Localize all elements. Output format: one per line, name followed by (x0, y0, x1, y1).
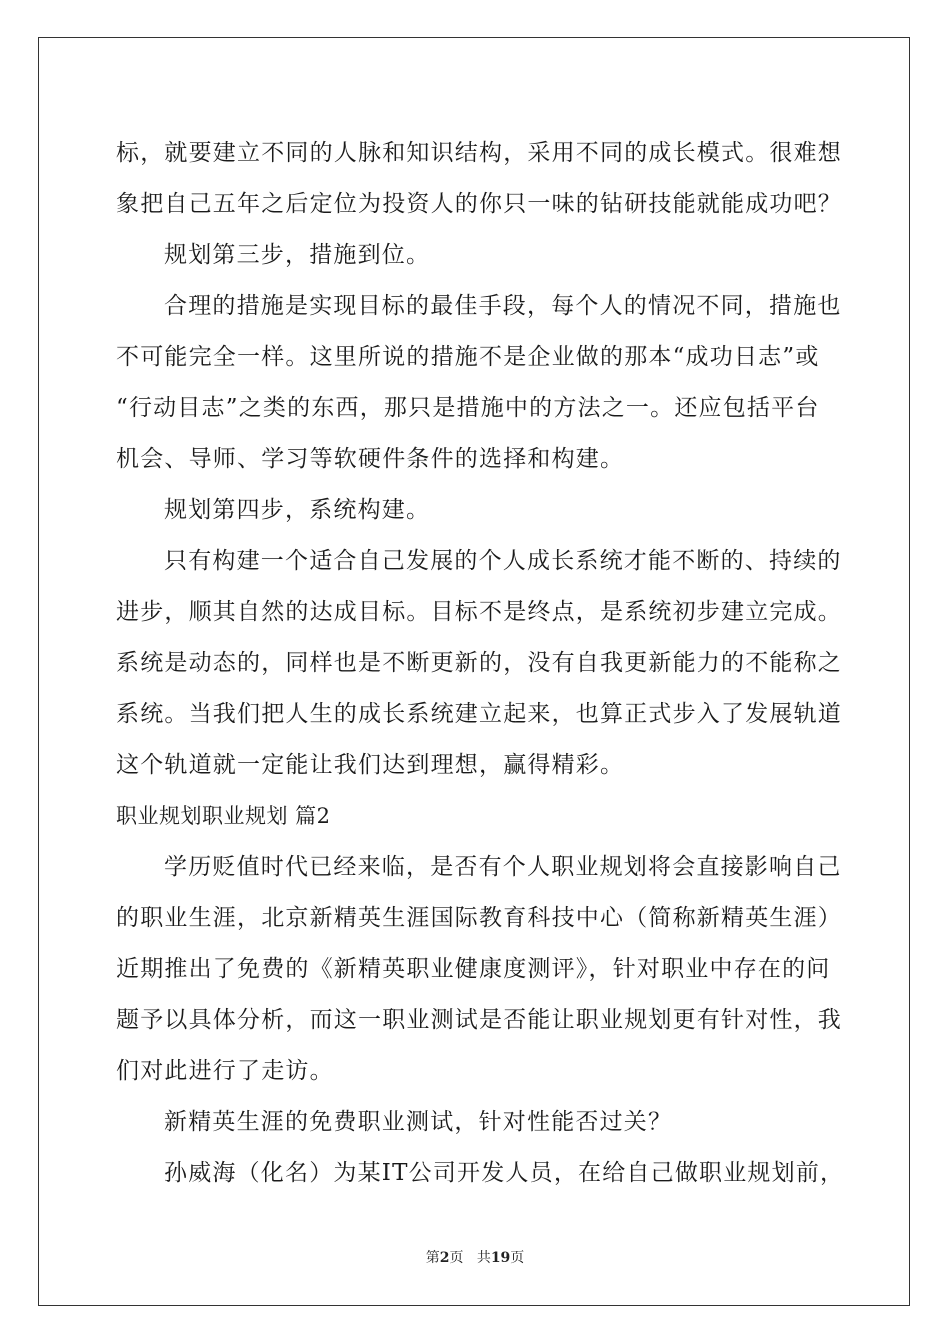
paragraph-line: 象把自己五年之后定位为投资人的你只一味的钻研技能就能成功吧？ (116, 191, 842, 217)
footer-page-suffix: 页 (449, 1250, 464, 1266)
paragraph-line: 标，就要建立不同的人脉和知识结构，采用不同的成长模式。很难想 (116, 140, 842, 166)
paragraph-line: 孙威海（化名）为某IT公司开发人员，在给自己做职业规划前， (164, 1160, 845, 1186)
step-heading: 规划第三步，措施到位。 (164, 242, 431, 268)
paragraph-line: 学历贬值时代已经来临，是否有个人职业规划将会直接影响自己 (164, 854, 842, 880)
paragraph-line: 这个轨道就一定能让我们达到理想，赢得精彩。 (116, 752, 625, 778)
paragraph-line: 不可能完全一样。这里所说的措施不是企业做的那本“成功日志”或 (116, 344, 820, 370)
paragraph-line: 进步，顺其自然的达成目标。目标不是终点，是系统初步建立完成。 (116, 599, 842, 625)
total-pages: 19 (490, 1250, 511, 1266)
paragraph-line: 系统是动态的，同样也是不断更新的，没有自我更新能力的不能称之 (116, 650, 842, 676)
paragraph-line: 新精英生涯的免费职业测试，针对性能否过关？ (164, 1109, 673, 1135)
footer-prefix: 第 (425, 1250, 440, 1266)
paragraph-line: “行动目志”之类的东西，那只是措施中的方法之一。还应包括平台 (116, 395, 820, 421)
document-body (116, 128, 845, 1199)
footer-total-suffix: 页 (510, 1250, 525, 1266)
paragraph-line: 系统。当我们把人生的成长系统建立起来，也算正式步入了发展轨道 (116, 701, 842, 727)
section-title: 职业规划职业规划 篇2 (116, 804, 331, 828)
paragraph-line: 近期推出了免费的《新精英职业健康度测评》，针对职业中存在的问 (116, 956, 831, 982)
page-footer (0, 1247, 950, 1267)
paragraph-line: 题予以具体分析，而这一职业测试是否能让职业规划更有针对性，我 (116, 1007, 842, 1033)
paragraph-line: 们对此进行了走访。 (116, 1058, 334, 1084)
paragraph-line: 机会、导师、学习等软硬件条件的选择和构建。 (116, 446, 625, 472)
paragraph-line: 合理的措施是实现目标的最佳手段，每个人的情况不同，措施也 (164, 293, 842, 319)
step-heading: 规划第四步，系统构建。 (164, 497, 431, 523)
paragraph-line: 的职业生涯，北京新精英生涯国际教育科技中心（简称新精英生涯） (116, 905, 842, 931)
page-number: 2 (439, 1250, 450, 1266)
footer-total-prefix: 共 (476, 1250, 491, 1266)
paragraph-line: 只有构建一个适合自己发展的个人成长系统才能不断的、持续的 (164, 548, 842, 574)
